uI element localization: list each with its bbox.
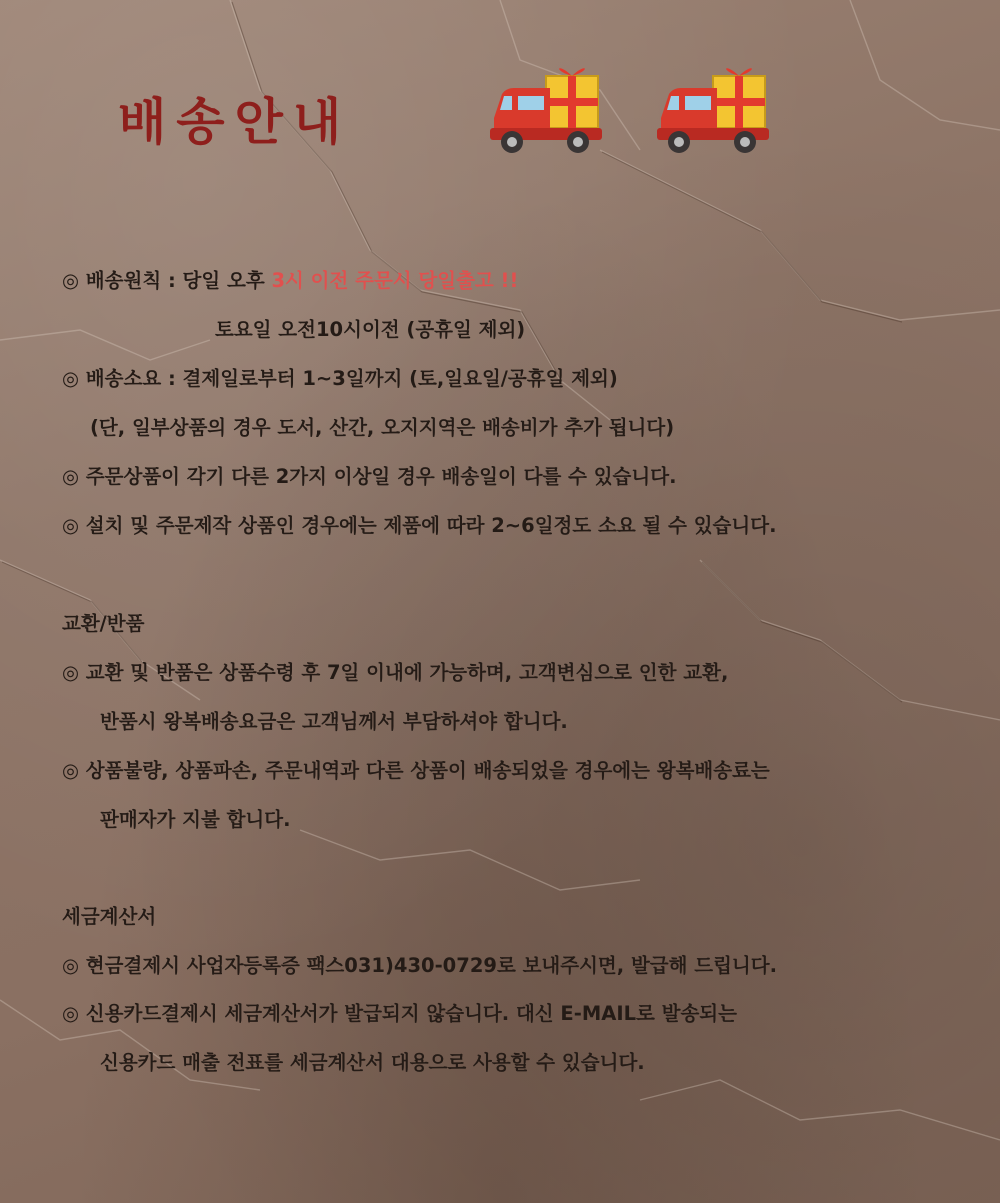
delivery-truck-icon xyxy=(488,62,608,162)
shipping-principle xyxy=(62,268,518,294)
delivery-truck-icon xyxy=(655,62,775,162)
exchange-line-1: ◎ 교환 및 반품은 상품수령 후 7일 이내에 가능하며, 고객변심으로 인한 교환, xyxy=(62,661,729,684)
shipping-duration-note: (단, 일부상품의 경우 도서, 산간, 오지지역은 배송비가 추가 됩니다) xyxy=(90,416,675,439)
shipping-principle-text: ◎ 배송원칙 : 당일 오후 xyxy=(62,269,272,292)
page-title: 배송안내 xyxy=(118,93,352,151)
shipping-multi-item: ◎ 주문상품이 각기 다른 2가지 이상일 경우 배송일이 다를 수 있습니다. xyxy=(62,465,677,488)
shipping-custom-item: ◎ 설치 및 주문제작 상품인 경우에는 제품에 따라 2~6일정도 소요 될 수 있습니다. xyxy=(62,514,777,537)
exchange-heading: 교환/반품 xyxy=(62,612,145,635)
tax-heading: 세금계산서 xyxy=(62,905,157,928)
shipping-duration: ◎ 배송소요 : 결제일로부터 1~3일까지 (토,일요일/공휴일 제외) xyxy=(62,367,618,390)
tax-line-3: 신용카드 매출 전표를 세금계산서 대용으로 사용할 수 있습니다. xyxy=(100,1051,645,1074)
tax-line-2: ◎ 신용카드결제시 세금계산서가 발급되지 않습니다. 대신 E-MAIL로 발송되는 xyxy=(62,1002,737,1025)
same-day-highlight: 3시 이전 주문시 당일출고 !! xyxy=(271,269,519,292)
exchange-line-4: 판매자가 지불 합니다. xyxy=(100,808,291,831)
exchange-line-3: ◎ 상품불량, 상품파손, 주문내역과 다른 상품이 배송되었을 경우에는 왕복배송료는 xyxy=(62,759,770,782)
exchange-line-2: 반품시 왕복배송요금은 고객님께서 부담하셔야 합니다. xyxy=(100,710,568,733)
tax-line-1: ◎ 현금결제시 사업자등록증 팩스031)430-0729로 보내주시면, 발급해 드립니다. xyxy=(62,954,778,977)
shipping-principle-sub: 토요일 오전10시이전 (공휴일 제외) xyxy=(215,318,526,341)
